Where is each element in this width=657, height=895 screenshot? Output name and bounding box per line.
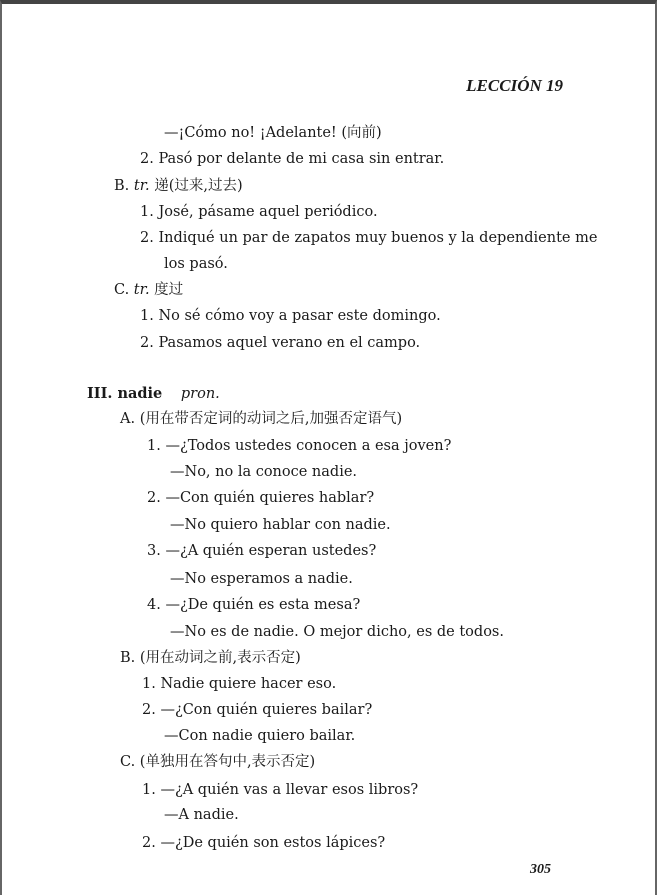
subsection-heading [114,281,183,299]
subsection-label: C. [114,282,134,298]
example-line: 2. Pasó por delante de mi casa sin entrar. [140,151,445,167]
gloss: 度过 [149,282,184,298]
example-line: 1. No sé cómo voy a pasar este domingo. [140,308,441,324]
part-of-speech: pron. [180,386,220,402]
example-line: 3. —¿A quién esperan ustedes? [147,543,377,559]
page-number: 305 [530,862,551,877]
example-answer: —No quiero hablar con nadie. [170,517,391,533]
example-line: 1. —¿A quién vas a llevar esos libros? [142,782,419,798]
example-answer: —Con nadie quiero bailar. [164,728,356,744]
page-header: LECCIÓN 19 [466,76,563,95]
part-of-speech: tr. [133,282,150,298]
example-answer: —No es de nadie. O mejor dicho, es de todos. [170,624,504,640]
gloss: 递(过来,过去) [149,178,243,194]
example-line: 1. José, pásame aquel periódico. [140,204,378,220]
example-line: 1. Nadie quiere hacer eso. [142,676,337,692]
subsection-heading: A. (用在带否定词的动词之后,加强否定语气) [120,411,403,427]
part-of-speech: tr. [133,178,150,194]
subsection-label: B. [114,178,134,194]
example-answer: —No esperamos a nadie. [170,571,353,587]
example-line: 4. —¿De quién es esta mesa? [147,597,361,613]
subsection-heading [114,177,243,195]
example-line: 2. —Con quién quieres hablar? [147,490,375,506]
example-line: 2. —¿Con quién quieres bailar? [142,702,373,718]
example-line: 1. —¿Todos ustedes conocen a esa joven? [147,438,452,454]
example-line-continued: los pasó. [164,256,228,272]
example-line: 2. Pasamos aquel verano en el campo. [140,335,421,351]
subsection-heading: C. (单独用在答句中,表示否定) [120,754,316,770]
section-title: III. nadie [87,385,163,402]
example-line: 2. Indiqué un par de zapatos muy buenos y la dependiente me [140,230,598,246]
example-line: 2. —¿De quién son estos lápices? [142,835,386,851]
example-answer: —No, no la conoce nadie. [170,464,358,480]
subsection-heading: B. (用在动词之前,表示否定) [120,650,301,666]
example-line: —¡Cómo no! ¡Adelante! (向前) [164,125,382,141]
example-answer: —A nadie. [164,807,239,823]
section-heading [87,385,220,403]
